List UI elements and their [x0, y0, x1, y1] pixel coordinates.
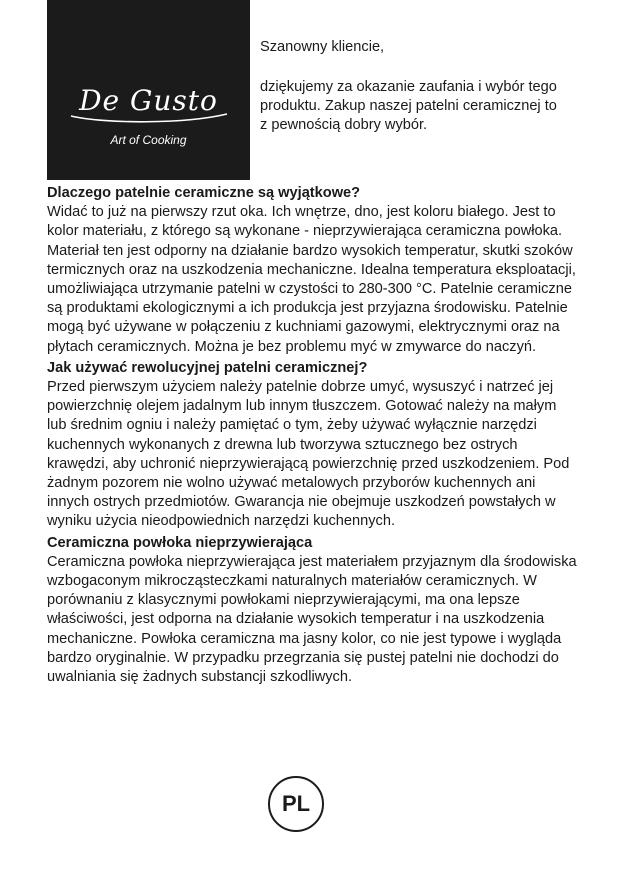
- section-body: Widać to już na pierwszy rzut oka. Ich wnętrze, dno, jest koloru białego. Jest to kolor materiału, z którego są wykonane - nieprzywierająca ceramiczna powłoka. Materiał ten jest odporny na działanie bardzo wysokich temperatur, skutki szoków termicznych oraz na uszkodzenia mechaniczne. Idealna temperatura eksploatacji, umożliwiająca utrzymanie patelni w czystości to 280-300 °C. Patelnie ceramiczne są produktami ekologicznymi a ich produkcja jest przyjazna środowisku. Patelnie mogą być używane w połączeniu z kuchniami gazowymi, elektrycznymi oraz na płytach ceramicznych. Można je bez problemu myć w zmywarce do naczyń.: [47, 204, 576, 355]
- section-how-to-use: [47, 359, 577, 532]
- section-body: Ceramiczna powłoka nieprzywierająca jest materiałem przyjaznym dla środowiska wzbogaconym mikrocząsteczkami naturalnych materiałów ceramicznych. W porównaniu z klasycznymi powłokami nieprzywierającymi, ma ona lepsze właściwości, jest odporna na działanie wysokich temperatur i na uszkodzenia mechaniczne. Powłoka ceramiczna ma jasny kolor, co nie jest typowe i wygląda bardzo oryginalnie. W przypadku przegrzania się pustej patelni nie dochodzi do uwalniania się żadnych substancji szkodliwych.: [47, 553, 577, 686]
- logo-brand-text: De Gusto: [79, 84, 218, 117]
- language-badge: PL: [268, 776, 324, 832]
- intro-block: [260, 38, 560, 135]
- section-title: Dlaczego patelnie ceramiczne są wyjątkowe?: [47, 185, 361, 201]
- section-title: Jak używać rewolucyjnej patelni ceramicznej?: [47, 359, 368, 376]
- intro-text: dziękujemy za okazanie zaufania i wybór tego produktu. Zakup naszej patelni ceramicznej to z pewnością dobry wybór.: [260, 79, 557, 133]
- section-coating: [47, 534, 577, 688]
- section-body: Przed pierwszym użyciem należy patelnie dobrze umyć, wysuszyć i natrzeć jej powierzchnię olejem jadalnym lub innym tłuszczem. Gotować należy na małym lub średnim ogniu i należy pamiętać o tym, żeby używać wyłącznie narzędzi kuchennych wykonanych z drewna lub tworzywa sztucznego bez ostrych krawędzi, aby uchronić nieprzywierającą powierzchnię przed uszkodzeniem. Pod żadnym pozorem nie wolno używać metalowych przyborów kuchennych ani innych ostrych przedmiotów. Gwarancja nie obejmuje uszkodzeń powstałych w wyniku użycia nieodpowiednich narzędzi kuchennych.: [47, 379, 570, 530]
- section-title: Ceramiczna powłoka nieprzywierająca: [47, 534, 313, 551]
- section-why-ceramic: [47, 184, 577, 357]
- greeting: Szanowny kliencie,: [260, 39, 385, 55]
- brand-logo: [47, 0, 250, 180]
- content-body: [47, 184, 577, 689]
- logo-tagline: Art of Cooking: [110, 133, 187, 147]
